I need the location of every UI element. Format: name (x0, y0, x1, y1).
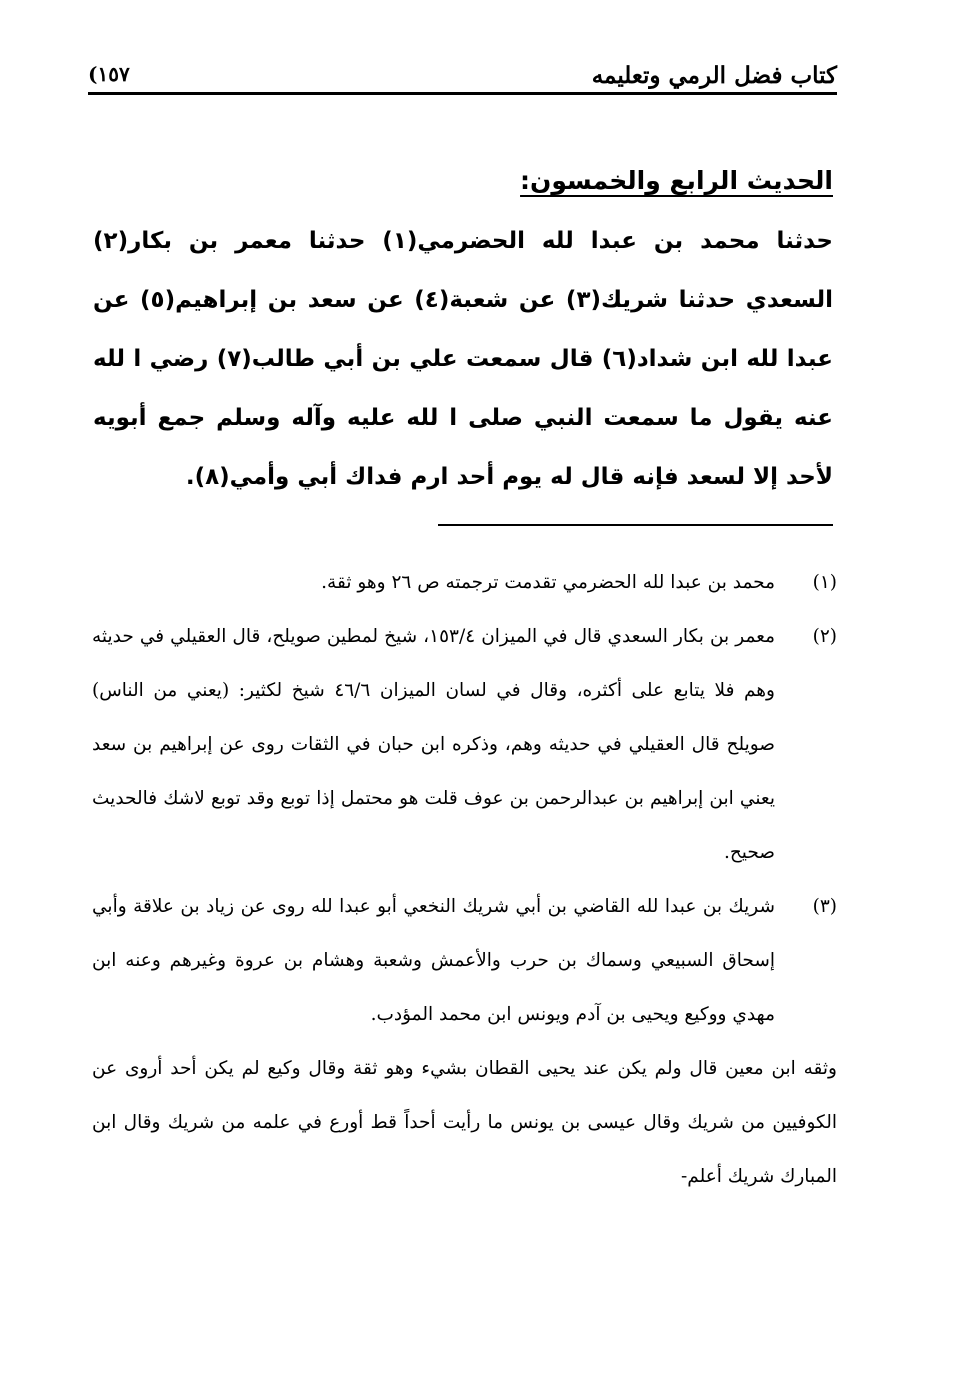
header-rule (88, 92, 837, 95)
book-title: كتاب فضل الرمي وتعليمه (591, 62, 837, 89)
footnote-text: معمر بن بكار السعدي قال في الميزان ١٥٣/٤، شيخ لمطين صويلح، قال العقيلي في حديثه وهم فلا يتابع على أكثره، وقال في لسان الميزان ٤٦/٦ شيخ لكثير: (يعني من الناس) صويلح قال العقيلي في حديثه وهم، وذكره ابن حبان في الثقات روى عن إبراهيم بن سعد يعني ابن إبراهيم بن عبدالرحمن بن عوف قلت هو محتمل إذا توبع وقد توبع لاشك فالحديث صحيح. (92, 626, 775, 863)
hadith-paragraph: حدثنا محمد بن عبدا لله الحضرمي(١) حدثنا معمر بن بكار(٢) السعدي حدثنا شريك(٣) عن شعبة(٤) عن سعد بن إبراهيم(٥) عن عبدا لله ابن شداد(٦) قال سمعت علي بن أبي طالب(٧) رضي ا لله عنه يقول ما سمعت النبي صلى ا لله عليه وآله وسلم جمع أبويه لأحد إلا لسعد فإنه قال له يوم أحد ارم فداك أبي وأمي(٨). (93, 228, 834, 490)
page-number: (١٥٧ (88, 62, 130, 86)
footnote-separator (438, 524, 833, 526)
footnote-1 (92, 556, 837, 610)
footnote-text: شريك بن عبدا لله القاضي بن أبي شريك النخعي أبو عبدا لله روى عن زياد بن علاقة وأبي إسحاق السبيعي وسماك بن حرب والأعمش وشعبة وهشام بن عروة وغيرهم وعنه ابن مهدي ووكيع ويحيى بن آدم ويونس ابن محمد المؤدب. (92, 896, 775, 1025)
section-heading: الحديث الرابع والخمسون: (520, 166, 833, 195)
footnotes (92, 556, 837, 1204)
footnote-3 (92, 880, 837, 1042)
footnote-continuation: وثقه ابن معين قال ولم يكن عند يحيى القطان بشيء وهو ثقة وقال وكيع لم يكن أحد أروى عن الكوفيين من شريك وقال عيسى بن يونس ما رأيت أحداً قط أورع في علمه من شريك وقال ابن المبارك شريك أعلم- (92, 1058, 837, 1187)
footnote-text: محمد بن عبدا لله الحضرمي تقدمت ترجمته ص ٢٦ وهو ثقة. (321, 572, 775, 593)
footnote-2 (92, 610, 837, 880)
footnote-number: (٢) (812, 626, 837, 647)
hadith-text (93, 212, 833, 507)
footnote-number: (١) (812, 572, 837, 593)
footnote-number: (٣) (812, 896, 837, 917)
